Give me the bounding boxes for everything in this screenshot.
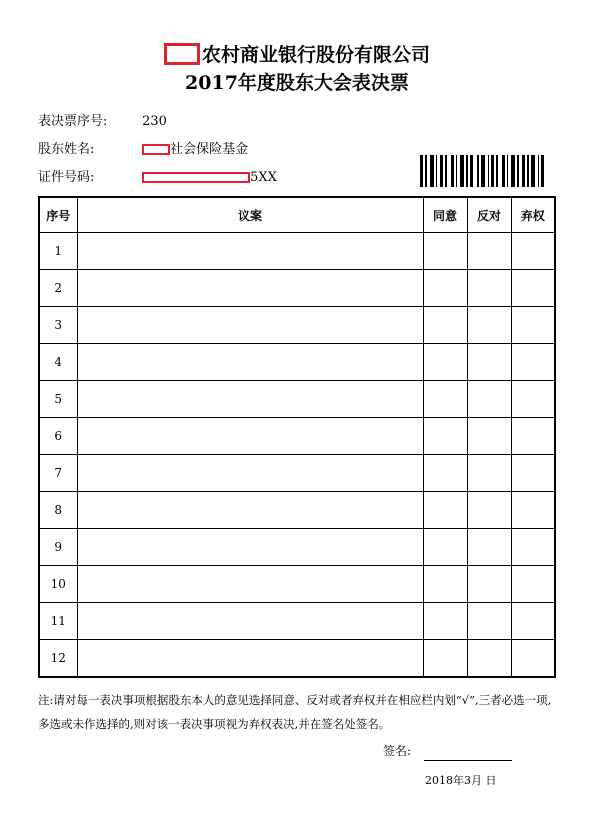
agree-cell[interactable] <box>423 270 467 307</box>
abstain-cell[interactable] <box>511 492 555 529</box>
redaction-mark <box>142 144 170 155</box>
holder-name-label: 股东姓名: <box>38 142 95 157</box>
oppose-cell[interactable] <box>467 270 511 307</box>
agree-cell[interactable] <box>423 233 467 270</box>
abstain-cell[interactable] <box>511 270 555 307</box>
header-motion: 议案 <box>77 197 423 233</box>
bank-title: 农村商业银行股份有限公司 <box>0 40 594 67</box>
oppose-cell[interactable] <box>467 233 511 270</box>
table-row <box>39 270 555 307</box>
table-row <box>39 344 555 381</box>
instruction-note: 注:请对每一表决事项根据股东本人的意见选择同意、反对或者弃权并在相应栏内划“√”,三者必选一项,多选或未作选择的,则对该一表决事项视为弃权表决,并在签名处签名。 <box>38 693 552 731</box>
abstain-cell[interactable] <box>511 418 555 455</box>
table-header-row <box>39 197 555 233</box>
table-row <box>39 566 555 603</box>
row-number: 10 <box>39 566 77 603</box>
id-number-label: 证件号码: <box>38 170 95 185</box>
agree-cell[interactable] <box>423 529 467 566</box>
header-number: 序号 <box>39 197 77 233</box>
table-row <box>39 492 555 529</box>
table-row <box>39 640 555 678</box>
header-abstain: 弃权 <box>511 197 555 233</box>
oppose-cell[interactable] <box>467 455 511 492</box>
id-number-row <box>38 166 277 185</box>
oppose-cell[interactable] <box>467 492 511 529</box>
table-row <box>39 529 555 566</box>
ballot-title: 2017年度股东大会表决票 <box>185 72 409 94</box>
ballot-number-label: 表决票序号: <box>38 114 108 129</box>
row-number: 7 <box>39 455 77 492</box>
signature-line[interactable] <box>424 760 512 761</box>
agree-cell[interactable] <box>423 381 467 418</box>
signature-label: 签名: <box>383 744 412 758</box>
oppose-cell[interactable] <box>467 603 511 640</box>
row-number: 8 <box>39 492 77 529</box>
motion-cell <box>77 344 423 381</box>
agree-cell[interactable] <box>423 344 467 381</box>
agree-cell[interactable] <box>423 640 467 678</box>
oppose-cell[interactable] <box>467 566 511 603</box>
id-number-value: 5XX <box>250 170 277 185</box>
agree-cell[interactable] <box>423 455 467 492</box>
oppose-cell[interactable] <box>467 418 511 455</box>
holder-name-value: 社会保险基金 <box>170 142 249 157</box>
header-oppose: 反对 <box>467 197 511 233</box>
agree-cell[interactable] <box>423 603 467 640</box>
agree-cell[interactable] <box>423 492 467 529</box>
voting-table <box>38 196 556 678</box>
abstain-cell[interactable] <box>511 603 555 640</box>
signature-date: 2018年3月 日 <box>425 774 497 787</box>
row-number: 2 <box>39 270 77 307</box>
row-number: 11 <box>39 603 77 640</box>
motion-cell <box>77 455 423 492</box>
oppose-cell[interactable] <box>467 344 511 381</box>
table-row <box>39 418 555 455</box>
redaction-mark <box>164 43 200 65</box>
abstain-cell[interactable] <box>511 640 555 678</box>
motion-cell <box>77 233 423 270</box>
motion-cell <box>77 307 423 344</box>
row-number: 1 <box>39 233 77 270</box>
row-number: 5 <box>39 381 77 418</box>
motion-cell <box>77 418 423 455</box>
oppose-cell[interactable] <box>467 640 511 678</box>
barcode-image <box>420 155 554 187</box>
table-row <box>39 233 555 270</box>
row-number: 6 <box>39 418 77 455</box>
row-number: 12 <box>39 640 77 678</box>
oppose-cell[interactable] <box>467 307 511 344</box>
header-agree: 同意 <box>423 197 467 233</box>
oppose-cell[interactable] <box>467 529 511 566</box>
motion-cell <box>77 381 423 418</box>
agree-cell[interactable] <box>423 418 467 455</box>
agree-cell[interactable] <box>423 307 467 344</box>
row-number: 9 <box>39 529 77 566</box>
abstain-cell[interactable] <box>511 233 555 270</box>
holder-name-row <box>38 138 248 157</box>
row-number: 3 <box>39 307 77 344</box>
motion-cell <box>77 492 423 529</box>
table-row <box>39 307 555 344</box>
abstain-cell[interactable] <box>511 566 555 603</box>
ballot-number-value: 230 <box>142 114 167 129</box>
table-row <box>39 603 555 640</box>
motion-cell <box>77 640 423 678</box>
row-number: 4 <box>39 344 77 381</box>
abstain-cell[interactable] <box>511 344 555 381</box>
abstain-cell[interactable] <box>511 381 555 418</box>
redaction-mark <box>142 172 250 183</box>
table-row <box>39 381 555 418</box>
oppose-cell[interactable] <box>467 381 511 418</box>
motion-cell <box>77 603 423 640</box>
motion-cell <box>77 270 423 307</box>
motion-cell <box>77 566 423 603</box>
table-row <box>39 455 555 492</box>
abstain-cell[interactable] <box>511 455 555 492</box>
agree-cell[interactable] <box>423 566 467 603</box>
ballot-number-row <box>38 110 167 129</box>
motion-cell <box>77 529 423 566</box>
abstain-cell[interactable] <box>511 529 555 566</box>
abstain-cell[interactable] <box>511 307 555 344</box>
